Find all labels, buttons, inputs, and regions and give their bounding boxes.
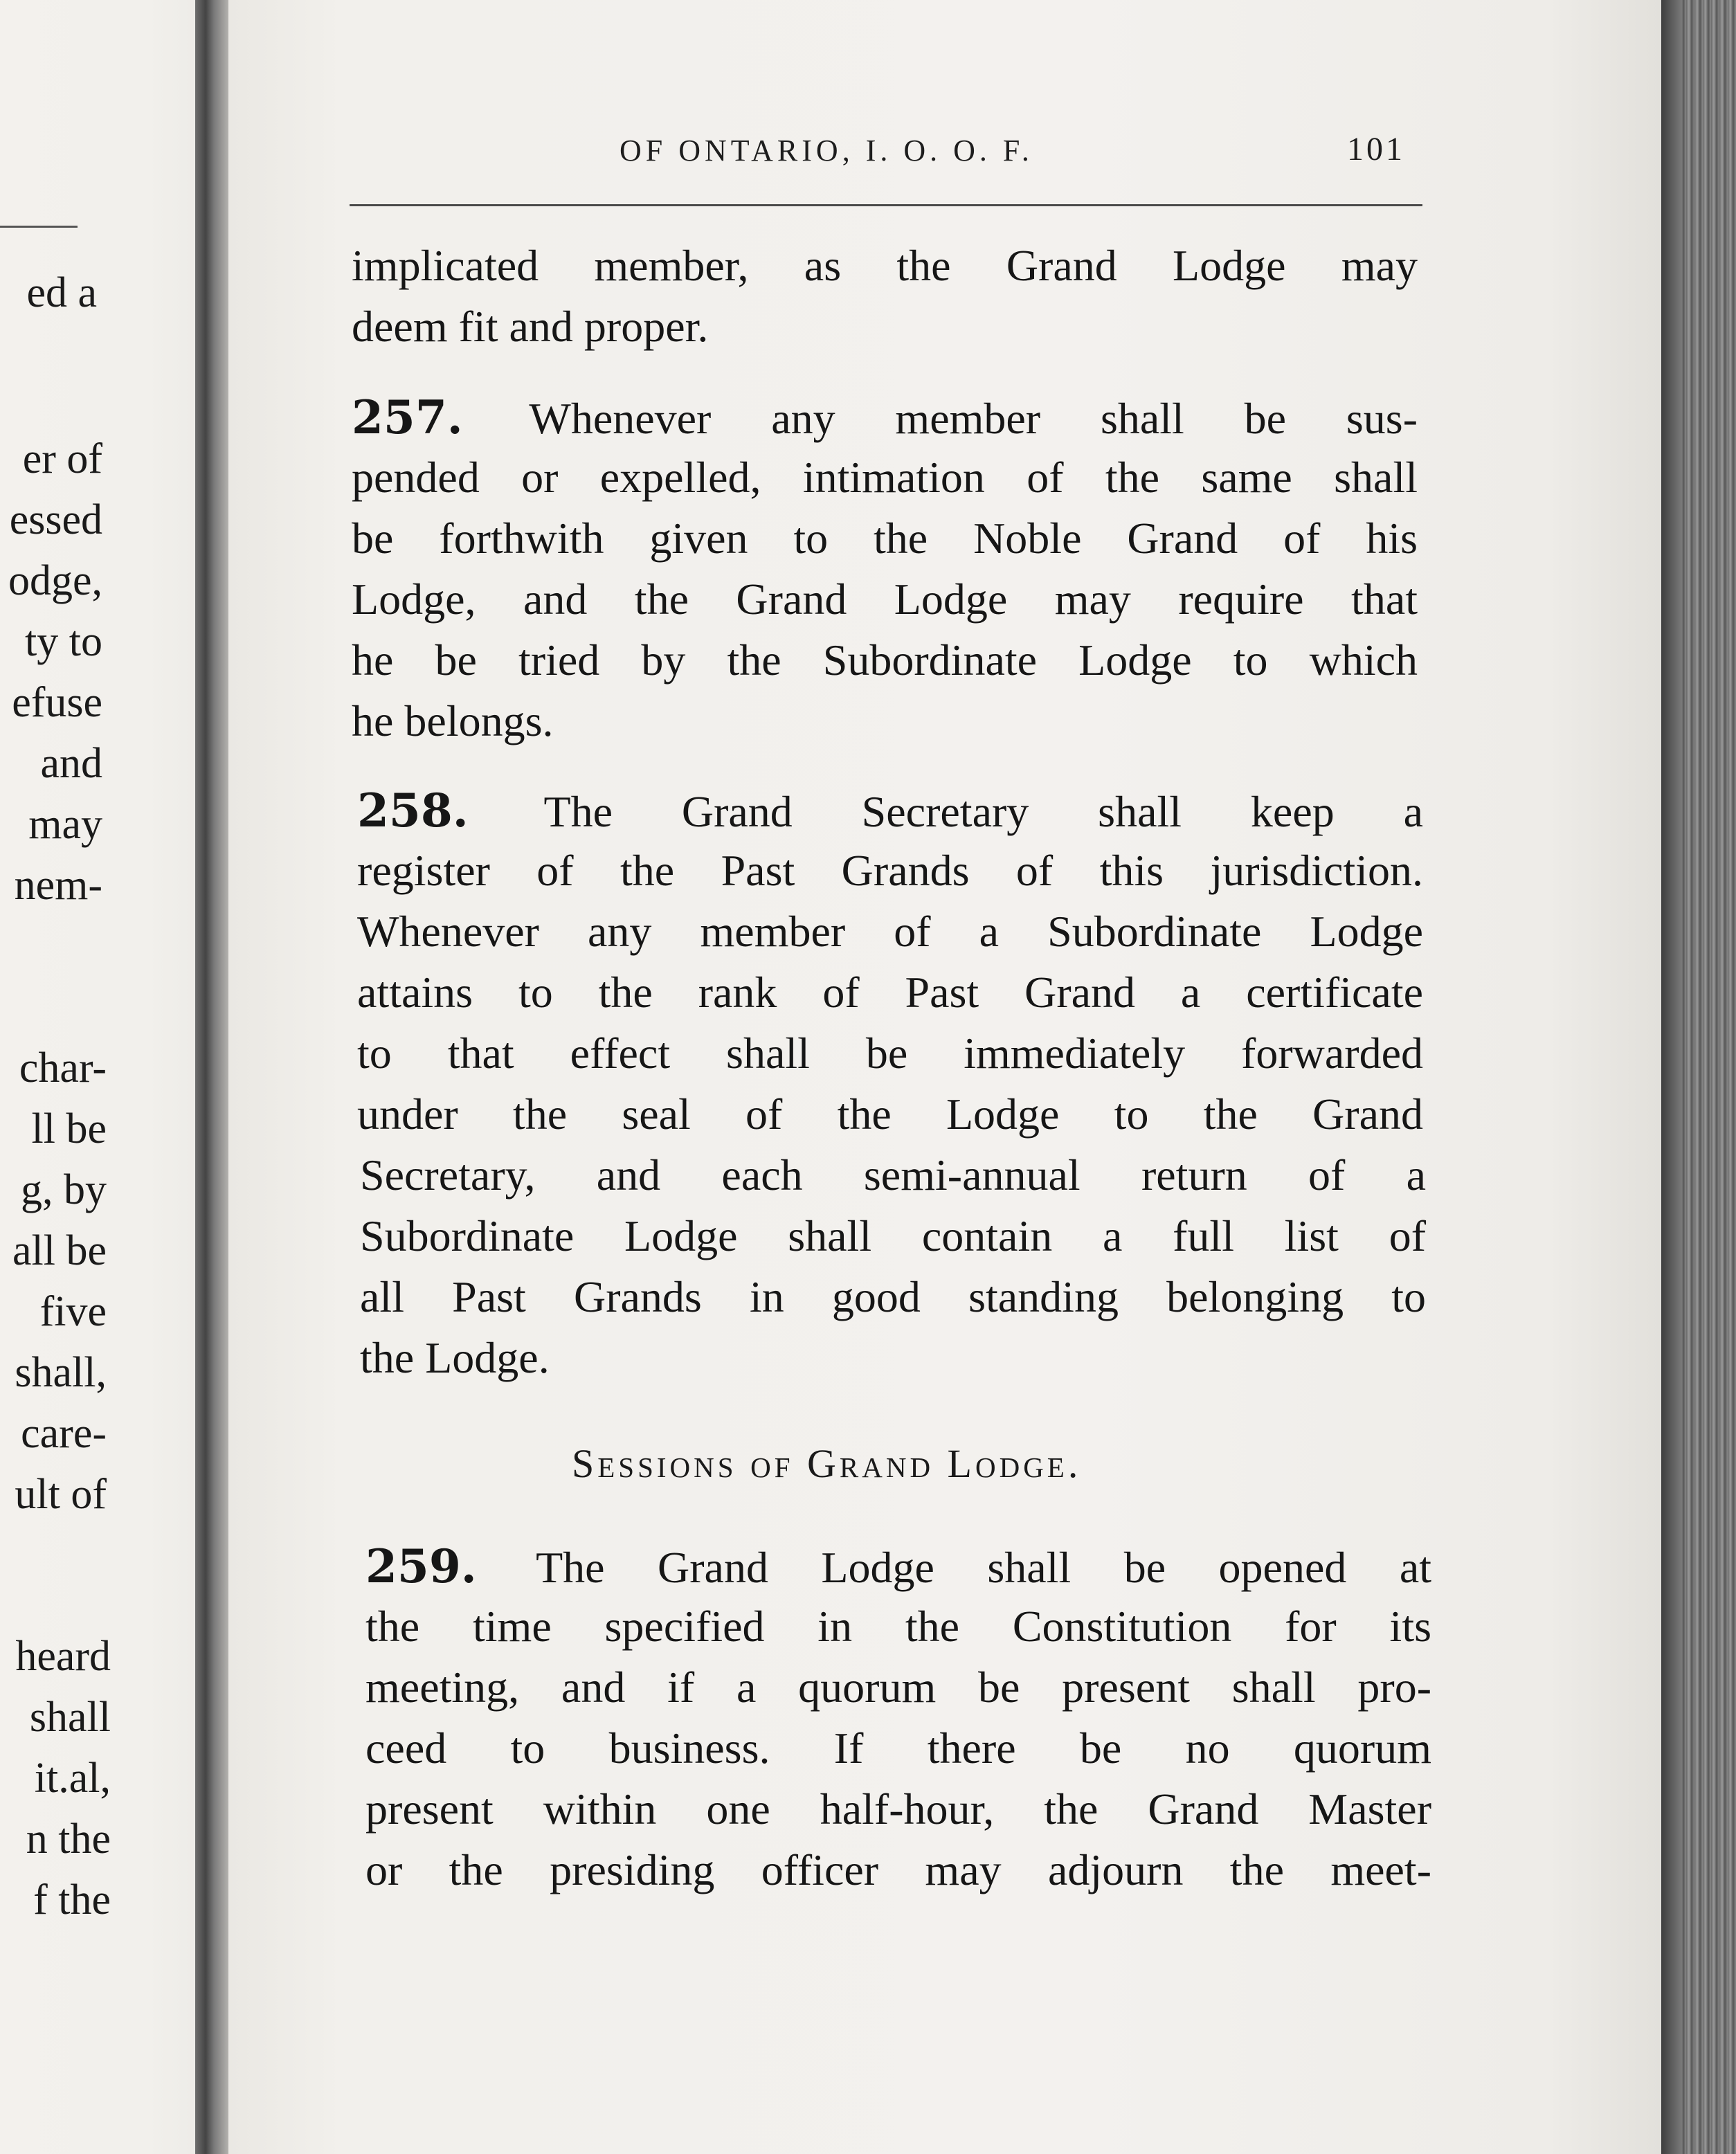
left-page-line: shall (29, 1694, 111, 1741)
text-line: Secretary, and each semi-annual return of a (360, 1150, 1426, 1200)
left-page-line: char- (19, 1044, 107, 1092)
left-page-line: ll be (31, 1105, 107, 1152)
left-page-rule (0, 226, 78, 228)
left-page-line: g, by (21, 1166, 107, 1213)
text-line: present within one half-hour, the Grand Master (365, 1784, 1431, 1834)
book-gutter (195, 0, 230, 2154)
section-257-first-line: 257. Whenever any member shall be sus- (352, 390, 1418, 444)
left-page-line: heard (15, 1633, 111, 1680)
left-page-line: f the (33, 1876, 111, 1924)
left-page-line: efuse (12, 679, 102, 726)
left-page-line: essed (9, 496, 102, 543)
text-line: Lodge, and the Grand Lodge may require that (352, 574, 1418, 624)
left-page-line: er of (22, 435, 102, 482)
text-line: ceed to business. If there be no quorum (365, 1723, 1431, 1773)
text-line: all Past Grands in good standing belonging to (360, 1272, 1426, 1321)
text-line: the time specified in the Constitution for its (365, 1602, 1431, 1651)
section-number: 259. (365, 1539, 477, 1593)
section-heading: Sessions of Grand Lodge. (572, 1441, 1082, 1486)
page-number: 101 (1347, 131, 1405, 168)
text-line: meeting, and if a quorum be present shall pro- (365, 1663, 1431, 1712)
text-line: deem fit and proper. (352, 302, 709, 351)
section-number: 258. (357, 784, 469, 838)
text-line: attains to the rank of Past Grand a certificate (357, 968, 1423, 1017)
text-line: register of the Past Grands of this jurisdiction. (357, 846, 1423, 895)
left-page-line: may (28, 801, 102, 848)
left-page-fragment (0, 0, 208, 2154)
left-page-line: shall, (15, 1349, 107, 1396)
section-259-first-line: 259. The Grand Lodge shall be opened at (365, 1539, 1432, 1593)
section-258-first-line: 258. The Grand Secretary shall keep a (357, 784, 1423, 838)
left-page-line: all be (12, 1227, 107, 1274)
left-page-line: care- (21, 1410, 107, 1457)
header-rule (350, 204, 1422, 206)
left-page-line: and (40, 740, 102, 787)
text-line: to that effect shall be immediately forwarded (357, 1029, 1423, 1078)
section-number: 257. (352, 390, 463, 444)
left-page-line: five (39, 1288, 107, 1335)
text-line: implicated member, as the Grand Lodge may (352, 241, 1418, 290)
text-line: he be tried by the Subordinate Lodge to which (352, 635, 1418, 685)
text-line: Whenever any member of a Subordinate Lodge (357, 907, 1423, 956)
left-page-line: it.al, (34, 1755, 111, 1802)
text-line: pended or expelled, intimation of the same shall (352, 453, 1418, 502)
left-page-line: ult of (15, 1471, 107, 1518)
left-page-line: n the (26, 1816, 111, 1863)
text-line: or the presiding officer may adjourn the meet- (365, 1845, 1431, 1894)
page-edges (1661, 0, 1736, 2154)
left-page-line: nem- (14, 862, 102, 909)
left-page-line: ed a (26, 269, 97, 316)
left-page-line: ty to (25, 618, 102, 665)
text-line: under the seal of the Lodge to the Grand (357, 1089, 1423, 1139)
left-page-line: odge, (8, 557, 102, 604)
text-line: he belongs. (352, 696, 554, 745)
text-line: be forthwith given to the Noble Grand of his (352, 514, 1418, 563)
running-header: OF ONTARIO, I. O. O. F. (620, 134, 1033, 168)
text-line: Subordinate Lodge shall contain a full list of (360, 1211, 1426, 1260)
text-line: the Lodge. (360, 1333, 550, 1382)
